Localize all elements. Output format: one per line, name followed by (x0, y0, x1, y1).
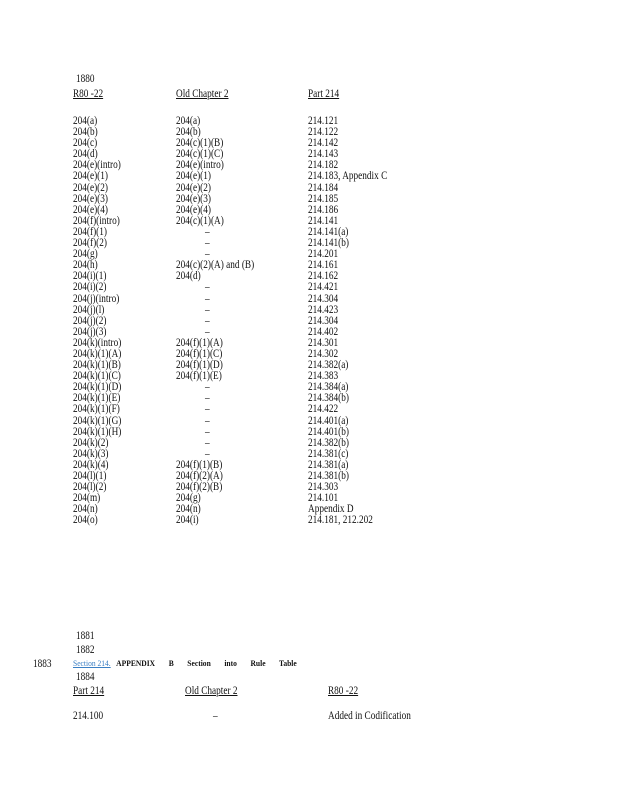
table-cell: 204(f)(2)(A) (176, 470, 223, 482)
table-cell: 214.383 (308, 370, 339, 383)
table-cell: 204(k)(1)(F) (73, 403, 120, 416)
table-cell: 214.101 (308, 492, 339, 505)
table-cell: 214.304 (308, 292, 339, 305)
table2-row-cell-2: – (213, 710, 218, 722)
table-cell: – (205, 292, 210, 305)
table-cell: 214.184 (308, 181, 339, 194)
table-cell: – (205, 325, 210, 338)
table-cell: 204(f)(1)(C) (176, 347, 223, 360)
table-cell: 204(f)(2)(B) (176, 481, 223, 494)
table-cell: 204(k)(3) (73, 447, 109, 460)
table-cell: 214.384(b) (308, 392, 349, 405)
table-cell: 204(l)(2) (73, 481, 107, 494)
table-cell: 214.303 (308, 481, 339, 494)
table-cell: 204(f)(1) (73, 225, 107, 238)
table-cell: 214.301 (308, 336, 339, 349)
table-cell: – (205, 248, 210, 261)
table-cell-wrap (176, 515, 204, 526)
table-cell: 204(c)(1)(C) (176, 148, 224, 161)
table-cell: 204(e)(2) (176, 181, 211, 194)
table-cell: 204(c) (73, 137, 98, 150)
table2-header-part: Part 214 (73, 685, 105, 697)
table1-header-part: Part 214 (308, 88, 340, 100)
table-cell: 214.122 (308, 126, 339, 139)
table-cell: 204(k)(1)(E) (73, 392, 121, 405)
line-number: 1880 (76, 73, 95, 85)
table-cell: – (205, 436, 210, 449)
table-cell: 214.382(b) (308, 436, 349, 449)
table-cell: 214.183, Appendix C (308, 170, 388, 183)
table-cell: 204(k)(1)(B) (73, 359, 121, 372)
table-cell: 214.186 (308, 203, 339, 216)
table-cell: 214.381(a) (308, 458, 349, 471)
table-cell: 204(c)(1)(B) (176, 137, 224, 150)
table-cell: 214.402 (308, 325, 339, 338)
table1-header-r80: R80 -22 (73, 88, 104, 100)
section-title-text: APPENDIX B Section into Rule Table (116, 659, 297, 668)
table-cell: 204(f)(2) (73, 237, 107, 250)
table-cell: 204(k)(intro) (73, 336, 122, 349)
table-cell: 204(e)(intro) (176, 159, 224, 172)
table-cell: 214.182 (308, 159, 339, 172)
table-cell: 204(k)(4) (73, 458, 109, 471)
table-cell: 204(k)(1)(H) (73, 425, 122, 438)
table-cell: 204(e)(intro) (73, 159, 121, 172)
table-cell: 204(f)(1)(B) (176, 458, 223, 471)
table-cell: 204(e)(4) (73, 203, 108, 216)
table-cell: 214.121 (308, 115, 339, 127)
table-cell: 214.143 (308, 148, 339, 161)
table-cell: 214.401(b) (308, 425, 349, 438)
table-cell: 214.181, 212.202 (308, 514, 373, 527)
table-cell: 204(b) (73, 126, 98, 139)
table-cell: 214.161 (308, 259, 339, 272)
table-cell: 214.401(a) (308, 414, 349, 427)
table-cell: – (205, 314, 210, 327)
table-cell: 204(j)(3) (73, 325, 107, 338)
table-cell: 204(e)(1) (176, 170, 211, 183)
table-cell: – (205, 303, 210, 316)
table-cell: 204(e)(3) (73, 192, 108, 205)
table-cell: – (205, 414, 210, 427)
table-cell: 204(k)(1)(C) (73, 370, 121, 383)
line-number: 1884 (76, 671, 95, 683)
table-cell: 214.141 (308, 214, 339, 227)
table-cell: 204(i) (176, 514, 199, 527)
line-number: 1883 (33, 658, 52, 670)
table-cell: 214.142 (308, 137, 339, 150)
table-cell: 204(g) (176, 492, 201, 505)
table-cell: 204(k)(1)(D) (73, 381, 122, 394)
table-cell: 214.162 (308, 270, 339, 283)
table1-header-old-chapter: Old Chapter 2 (176, 88, 229, 100)
section-title (73, 660, 322, 668)
table-cell: 214.421 (308, 281, 339, 294)
table-cell: 204(f)(1)(D) (176, 359, 223, 372)
table-cell: – (205, 403, 210, 416)
table-cell: 204(f)(intro) (73, 214, 120, 227)
table-cell: 214.382(a) (308, 359, 349, 372)
table-cell: 204(d) (176, 270, 201, 283)
table-row (0, 515, 618, 526)
table-cell-wrap (73, 515, 103, 526)
table-cell: 204(k)(2) (73, 436, 109, 449)
table-cell: 214.423 (308, 303, 339, 316)
table-cell: 204(c)(1)(A) (176, 214, 224, 227)
table-cell: 204(n) (176, 503, 201, 516)
table-cell: 214.302 (308, 347, 339, 360)
table-cell: – (205, 392, 210, 405)
table-cell: – (205, 225, 210, 238)
table-cell: 204(j)(2) (73, 314, 107, 327)
table-cell-wrap (176, 271, 206, 282)
section-link[interactable]: Section 214. (73, 659, 111, 668)
table-cell: 204(d) (73, 148, 98, 161)
table2-row-cell-3: Added in Codification (328, 710, 411, 722)
table2-header-r80: R80 -22 (328, 685, 359, 697)
table-cell: 214.422 (308, 403, 339, 416)
table-cell: 204(e)(4) (176, 203, 211, 216)
table-cell: 204(k)(1)(A) (73, 347, 122, 360)
table-cell: 204(e)(2) (73, 181, 108, 194)
table-cell: 214.304 (308, 314, 339, 327)
table-cell: 214.185 (308, 192, 339, 205)
table-cell: 204(o) (73, 514, 98, 527)
table-cell: 204(m) (73, 492, 101, 505)
table-cell: 204(i)(1) (73, 270, 107, 283)
table-cell: 204(e)(3) (176, 192, 211, 205)
table-cell: 214.141(b) (308, 237, 349, 250)
table-cell: 204(l)(1) (73, 470, 107, 482)
table-cell: – (205, 425, 210, 438)
table-cell-wrap (176, 371, 232, 382)
table2-header-old-chapter: Old Chapter 2 (185, 685, 238, 697)
table-cell: 214.381(c) (308, 447, 349, 460)
table-cell: 204(j)(intro) (73, 292, 120, 305)
table-cell: – (205, 237, 210, 250)
line-number: 1881 (76, 630, 95, 642)
table-cell: 214.381(b) (308, 470, 349, 482)
table-cell: 204(b) (176, 126, 201, 139)
table-cell: – (205, 447, 210, 460)
table-cell: Appendix D (308, 503, 354, 516)
table-cell: 204(a) (176, 115, 201, 127)
table-cell: 204(n) (73, 503, 98, 516)
table-cell: 214.384(a) (308, 381, 349, 394)
table-cell: 204(k)(1)(G) (73, 414, 122, 427)
table-cell: 204(a) (73, 115, 98, 127)
table-cell-wrap (308, 515, 387, 526)
table-cell: 204(i)(2) (73, 281, 107, 294)
line-number: 1882 (76, 644, 95, 656)
table-cell: 204(f)(1)(E) (176, 370, 222, 383)
table-cell: 204(c)(2)(A) and (B) (176, 259, 255, 272)
table1-body (0, 116, 618, 526)
table-cell: – (205, 381, 210, 394)
table-cell: 214.201 (308, 248, 339, 261)
table-cell: 204(j)(l) (73, 303, 105, 316)
table-cell: – (205, 281, 210, 294)
table-cell: 204(f)(1)(A) (176, 336, 223, 349)
table-cell: 204(g) (73, 248, 98, 261)
table-cell: 204(h) (73, 259, 98, 272)
table-cell: 204(e)(1) (73, 170, 108, 183)
table-cell: 214.141(a) (308, 225, 349, 238)
table2-row-cell-1: 214.100 (73, 710, 104, 722)
